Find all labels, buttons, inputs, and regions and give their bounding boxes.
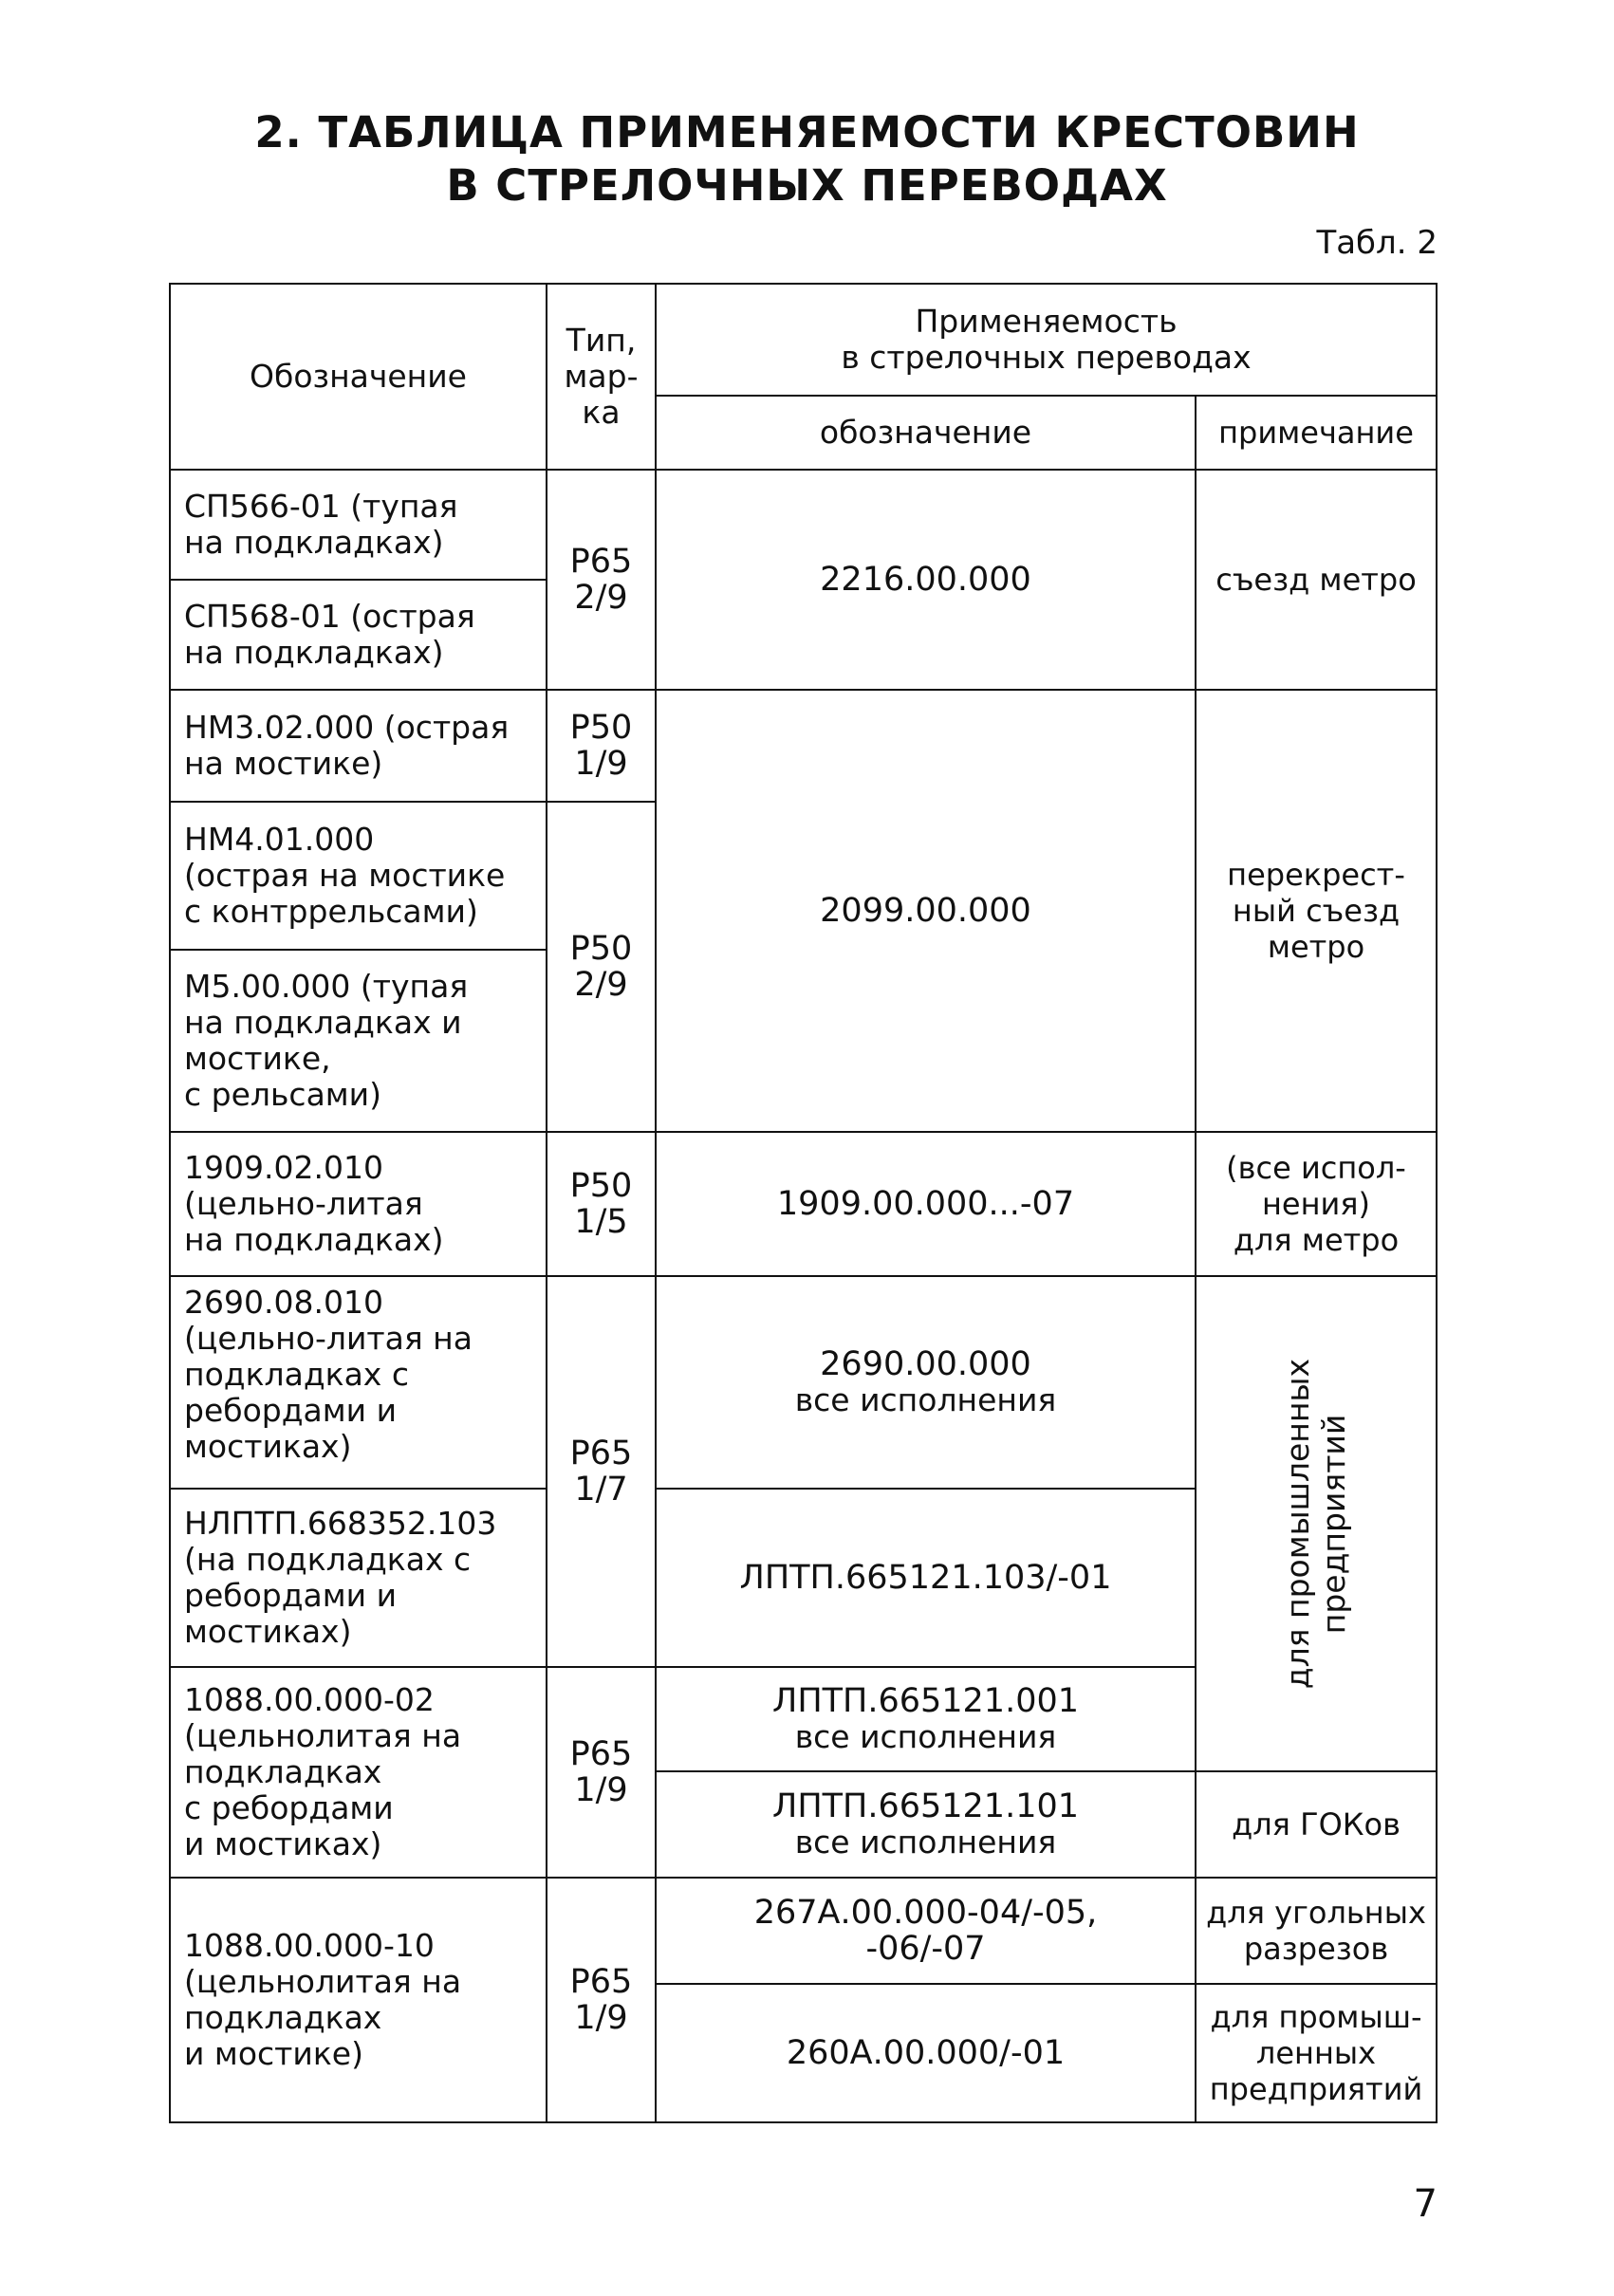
applicability-note: съезд метро [1196,470,1437,690]
applicability-designation: ЛПТП.665121.101 все исполнения [656,1771,1196,1878]
applicability-note: перекрест- ный съезд метро [1196,690,1437,1132]
header-type: Тип, мар- ка [547,284,656,470]
page-number: 7 [1413,2182,1438,2226]
page-title [0,106,1614,213]
table-row-designation: НМ3.02.000 (острая на мостике) [170,690,547,802]
title-line-1: 2. ТАБЛИЦА ПРИМЕНЯЕМОСТИ КРЕСТОВИН [254,107,1360,157]
header-sub-designation: обозначение [656,396,1196,470]
type-cell: Р65 2/9 [547,470,656,690]
type-cell: Р65 1/9 [547,1878,656,2122]
applicability-note: для ГОКов [1196,1771,1437,1878]
table-row-designation: СП568-01 (острая на подкладках) [170,580,547,690]
table-row-designation: СП566-01 (тупая на подкладках) [170,470,547,580]
applicability-designation: 1909.00.000...-07 [656,1132,1196,1276]
applicability-note: для угольных разрезов [1196,1878,1437,1984]
type-cell: Р65 1/9 [547,1667,656,1878]
table-row-designation: НЛПТП.668352.103 (на подкладках с ребордами и мостиках) [170,1489,547,1667]
applicability-designation: 260А.00.000/-01 [656,1984,1196,2122]
applicability-designation: 2216.00.000 [656,470,1196,690]
table-row-designation: 1088.00.000-02 (цельнолитая на подкладках с ребордами и мостиках) [170,1667,547,1878]
vertical-note-text: для промышленных предприятий [1279,1358,1352,1690]
applicability-note-vertical [1196,1276,1437,1771]
applicability-designation: ЛПТП.665121.103/-01 [656,1489,1196,1667]
type-cell: Р50 1/9 [547,690,656,802]
applicability-note: для промыш- ленных предприятий [1196,1984,1437,2122]
header-designation: Обозначение [170,284,547,470]
applicability-designation: 267А.00.000-04/-05, -06/-07 [656,1878,1196,1984]
applicability-designation: 2690.00.000 все исполнения [656,1276,1196,1489]
header-applicability: Применяемость в стрелочных переводах [656,284,1437,396]
table-row-designation: 2690.08.010 (цельно-литая на подкладках с ребордами и мостиках) [170,1276,547,1489]
type-cell: Р50 2/9 [547,802,656,1132]
applicability-designation: ЛПТП.665121.001 все исполнения [656,1667,1196,1771]
applicability-designation: 2099.00.000 [656,690,1196,1132]
header-sub-note: примечание [1196,396,1437,470]
table-label: Табл. 2 [1316,224,1438,262]
type-cell: Р50 1/5 [547,1132,656,1276]
table-row-designation: 1909.02.010 (цельно-литая на подкладках) [170,1132,547,1276]
title-line-2: В СТРЕЛОЧНЫХ ПЕРЕВОДАХ [446,160,1168,211]
table-row-designation: НМ4.01.000 (острая на мостике с контррельсами) [170,802,547,950]
table-row-designation: 1088.00.000-10 (цельнолитая на подкладках и мостике) [170,1878,547,2122]
applicability-table [169,283,1438,2123]
applicability-note: (все испол- нения) для метро [1196,1132,1437,1276]
type-cell: Р65 1/7 [547,1276,656,1667]
table-row-designation: М5.00.000 (тупая на подкладках и мостике, с рельсами) [170,950,547,1132]
